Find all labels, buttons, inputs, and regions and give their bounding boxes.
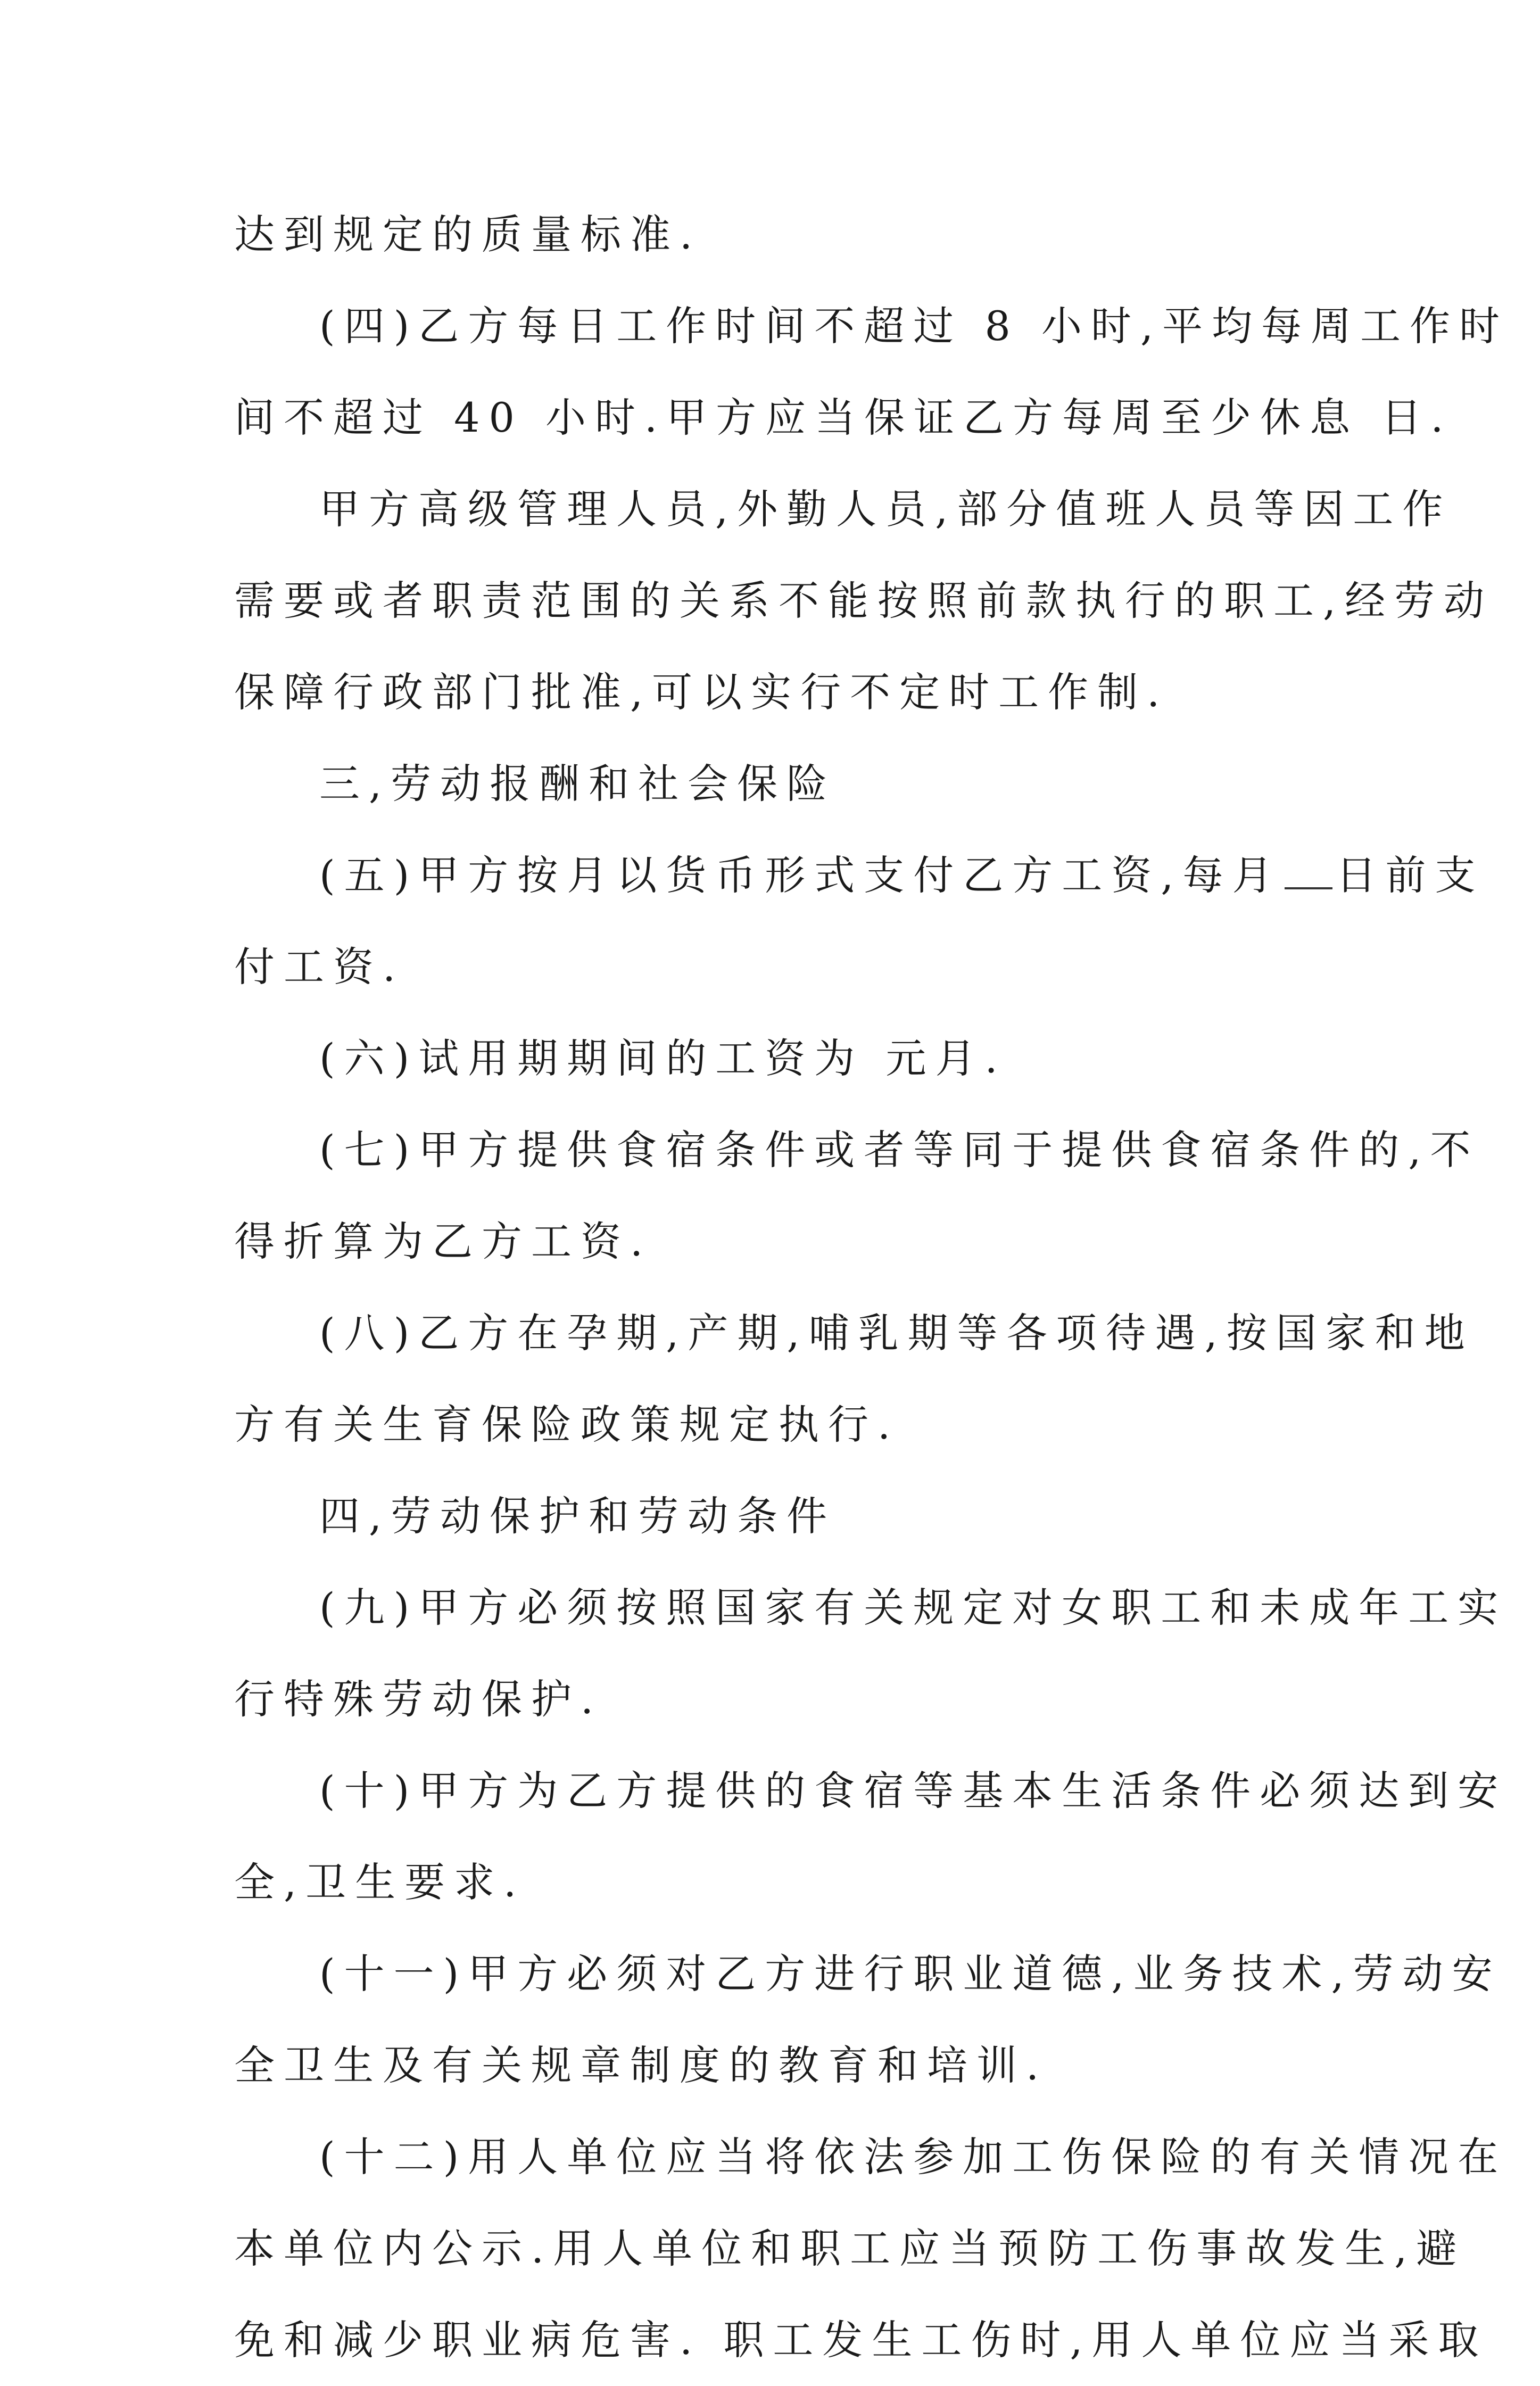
clause-twelve: (十二)用人单位应当将依法参加工伤保险的有关情况在 — [319, 2133, 1508, 2181]
clause-five-suffix: 日前支 — [1336, 852, 1485, 899]
text-line: 达到规定的质量标准. — [234, 211, 702, 258]
section-heading-three: 三,劳动报酬和社会保险 — [319, 760, 837, 807]
clause-four: (四)乙方每日工作时间不超过 8 小时,平均每周工作时 — [319, 302, 1509, 350]
text-line: 行特殊劳动保护. — [234, 1675, 603, 1723]
fill-in-blank[interactable] — [1285, 855, 1332, 889]
section-heading-four: 四,劳动保护和劳动条件 — [319, 1492, 837, 1540]
text-line: 全,卫生要求. — [234, 1859, 526, 1906]
document-body — [234, 189, 1509, 2386]
text-line: 间不超过 40 小时.甲方应当保证乙方每周至少休息 日. — [234, 394, 1453, 441]
clause-six: (六)试用期期间的工资为 元月. — [319, 1035, 1007, 1082]
text-line: 得折算为乙方工资. — [234, 1218, 652, 1265]
clause-eight: (八)乙方在孕期,产期,哺乳期等各项待遇,按国家和地 — [319, 1309, 1474, 1357]
clause-five-text: (五)甲方按月以货币形式支付乙方工资,每月 — [319, 852, 1282, 899]
clause-nine: (九)甲方必须按照国家有关规定对女职工和未成年工实 — [319, 1584, 1508, 1631]
text-line: 保障行政部门批准,可以实行不定时工作制. — [234, 668, 1169, 716]
text-line: 付工资. — [234, 943, 405, 990]
text-line: 免和减少职业病危害. 职工发生工伤时,用人单位应当采取 — [234, 2316, 1488, 2364]
text-line: 全卫生及有关规章制度的教育和培训. — [234, 2042, 1048, 2089]
clause-seven: (七)甲方提供食宿条件或者等同于提供食宿条件的,不 — [319, 1126, 1480, 1174]
paragraph-management: 甲方高级管理人员,外勤人员,部分值班人员等因工作 — [319, 485, 1452, 533]
text-line: 方有关生育保险政策规定执行. — [234, 1401, 900, 1448]
clause-five — [234, 830, 1485, 921]
clause-ten: (十)甲方为乙方提供的食宿等基本生活条件必须达到安 — [319, 1767, 1508, 1814]
text-line: 本单位内公示.用人单位和职工应当预防工伤事故发生,避 — [234, 2225, 1466, 2272]
text-line: 需要或者职责范围的关系不能按照前款执行的职工,经劳动 — [234, 577, 1494, 624]
clause-eleven: (十一)甲方必须对乙方进行职业道德,业务技术,劳动安 — [319, 1950, 1502, 1997]
